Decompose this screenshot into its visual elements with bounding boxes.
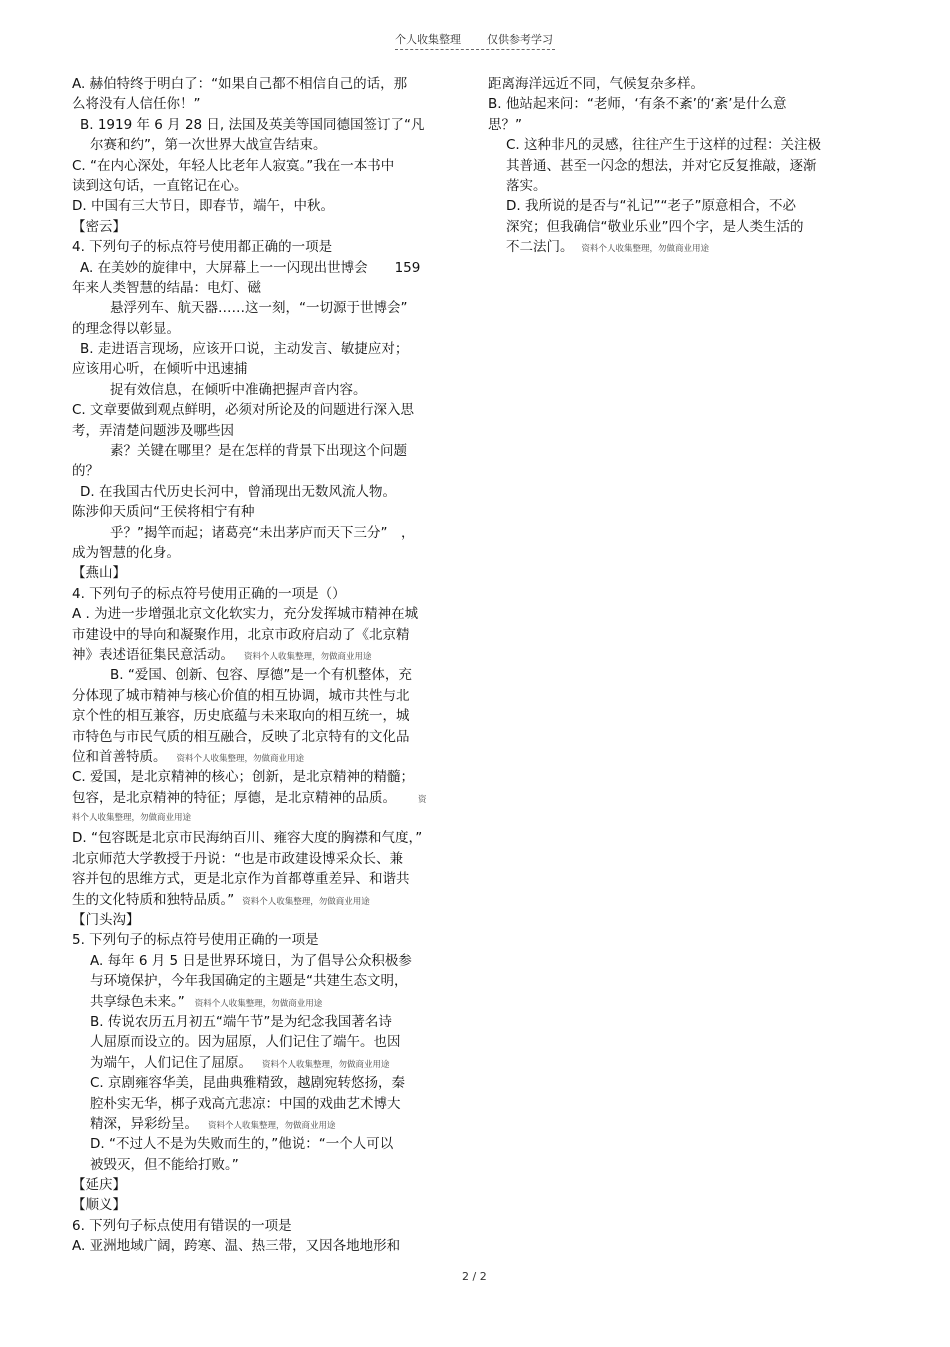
text-line: 素？关键在哪里？是在怎样的背景下出现这个问题 — [110, 443, 407, 460]
left-column — [72, 74, 460, 1257]
text-line: C. 这种非凡的灵感，往往产生于这样的过程：关注极 — [506, 137, 822, 154]
right-column — [488, 74, 880, 258]
header-right: 仅供参考学习 — [487, 33, 553, 46]
text-line: A. 每年 6 月 5 日是世界环境日，为了倡导公众积极参 — [90, 952, 412, 969]
text-line: 精深，异彩纷呈。 资料个人收集整理，勿做商业用途 — [90, 1115, 336, 1132]
text-line: 不二法门。 资料个人收集整理，勿做商业用途 — [506, 239, 710, 256]
page-header — [395, 31, 555, 50]
text-line: 京个性的相互兼容，历史底蕴与未来取向的相互统一，城 — [72, 708, 410, 725]
header-left: 个人收集整理 — [395, 33, 461, 46]
text-line: B. 他站起来问：“老师，‘有条不紊’的‘紊’是什么意 — [488, 96, 787, 113]
text-line: B. 1919 年 6 月 28 日, 法国及英美等国同德国签订了“凡 — [80, 116, 425, 133]
text-line: A. 在美妙的旋律中，大屏幕上一一闪现出世博会 159 — [80, 259, 421, 276]
text-line: 共享绿色未来。” 资料个人收集整理，勿做商业用途 — [90, 993, 323, 1010]
text-line: 腔朴实无华，梆子戏高亢悲凉：中国的戏曲艺术博大 — [90, 1095, 401, 1112]
text-line: B. 传说农历五月初五“端午节”是为纪念我国著名诗 — [90, 1013, 392, 1030]
section-label: 【顺义】 — [72, 1197, 126, 1214]
watermark-note: 资料个人收集整理，勿做商业用途 — [208, 1120, 336, 1131]
text-line: 其普通、甚至一闪念的想法，并对它反复推敲，逐渐 — [506, 157, 817, 174]
text-line: D. “包容既是北京市民海纳百川、雍容大度的胸襟和气度，” — [72, 830, 423, 847]
text-line: 容并包的思维方式，更是北京作为首都尊重差异、和谐共 — [72, 871, 410, 888]
text-line: 包容，是北京精神的特征；厚德，是北京精神的品质。 资 — [72, 789, 427, 806]
text-line: D. 在我国古代历史长河中，曾涌现出无数风流人物。 — [80, 483, 396, 500]
watermark-note: 资料个人收集整理，勿做商业用途 — [262, 1059, 390, 1070]
text-line: A . 为进一步增强北京文化软实力，充分发挥城市精神在城 — [72, 606, 419, 623]
section-label: 【密云】 — [72, 218, 126, 235]
text-line: 落实。 — [506, 177, 547, 194]
text-line: C. 爱国，是北京精神的核心；创新，是北京精神的精髓； — [72, 769, 415, 786]
text-line: C. “在内心深处，年轻人比老年人寂寞。”我在一本书中 — [72, 157, 395, 174]
text-line: 生的文化特质和独特品质。” 资料个人收集整理，勿做商业用途 — [72, 891, 370, 908]
text-line: A. 亚洲地域广阔，跨寒、温、热三带，又因各地地形和 — [72, 1238, 401, 1255]
section-label: 【燕山】 — [72, 565, 126, 582]
watermark-note: 资料个人收集整理，勿做商业用途 — [176, 753, 305, 764]
text-line: 年来人类智慧的结晶：电灯、磁 — [72, 279, 261, 296]
section-label: 【延庆】 — [72, 1177, 126, 1194]
text-line: 深究；但我确信“敬业乐业”四个字，是人类生活的 — [506, 218, 804, 235]
text-line: 人屈原而设立的。因为屈原，人们记住了端午。也因 — [90, 1034, 401, 1051]
watermark-note: 资料个人收集整理，勿做商业用途 — [581, 244, 710, 255]
question-title: 4. 下列句子的标点符号使用正确的一项是（） — [72, 585, 346, 602]
text-line: 距离海洋远近不同，气候复杂多样。 — [488, 76, 704, 92]
question-title: 6. 下列句子标点使用有错误的一项是 — [72, 1217, 292, 1234]
text-line: 思？” — [488, 116, 522, 133]
text-line: B. “爱国、创新、包容、厚德”是一个有机整体，充 — [110, 667, 412, 684]
text-line: 乎？”揭竿而起；诸葛亮“未出茅庐而天下三分” ， — [110, 524, 415, 541]
watermark-note: 资料个人收集整理，勿做商业用途 — [194, 998, 323, 1009]
text-line: 被毁灭，但不能给打败。” — [90, 1156, 239, 1173]
text-line: 与环境保护，今年我国确定的主题是“共建生态文明， — [90, 973, 408, 990]
text-line: C. 京剧雍容华美，昆曲典雅精致，越剧宛转悠扬，秦 — [90, 1075, 406, 1092]
text-line: 的？ — [72, 463, 99, 480]
text-line: 神》表述语征集民意活动。 资料个人收集整理，勿做商业用途 — [72, 646, 372, 663]
text-line: D. 中国有三大节日，即春节，端午，中秋。 — [72, 198, 334, 215]
text-line: 陈涉仰天质问“王侯将相宁有种 — [72, 504, 255, 521]
page-number: 2 / 2 — [462, 1270, 487, 1283]
text-line: 分体现了城市精神与核心价值的相互协调，城市共性与北 — [72, 687, 410, 704]
text-line: 考，弄清楚问题涉及哪些因 — [72, 422, 234, 439]
text-line: 悬浮列车、航天器……这一刻，“一切源于世博会” — [110, 300, 408, 317]
question-title: 5. 下列句子的标点符号使用正确的一项是 — [72, 932, 319, 949]
text-line: D. “不过人不是为失败而生的，”他说：“一个人可以 — [90, 1136, 394, 1153]
text-line: 么将没有人信任你！” — [72, 96, 201, 113]
text-line: A. 赫伯特终于明白了：“如果自己都不相信自己的话，那 — [72, 76, 408, 92]
text-line: 市建设中的导向和凝聚作用，北京市政府启动了《北京精 — [72, 626, 410, 643]
text-line: 捉有效信息，在倾听中准确把握声音内容。 — [110, 381, 367, 398]
text-line: 为端午，人们记住了屈原。 资料个人收集整理，勿做商业用途 — [90, 1054, 390, 1071]
text-line: 尔赛和约”，第一次世界大战宣告结束。 — [90, 137, 327, 154]
text-line: C. 文章要做到观点鲜明，必须对所论及的问题进行深入思 — [72, 402, 415, 419]
text-line: B. 走进语言现场，应该开口说，主动发言、敏捷应对； — [80, 341, 409, 358]
text-line: 读到这句话，一直铭记在心。 — [72, 177, 248, 194]
watermark-note: 资料个人收集整理，勿做商业用途 — [244, 651, 372, 662]
text-line: 北京师范大学教授于丹说：“也是市政建设博采众长、兼 — [72, 850, 403, 867]
section-label: 【门头沟】 — [72, 912, 140, 929]
watermark-note: 资料个人收集整理，勿做商业用途 — [242, 896, 370, 907]
text-line: 成为智慧的化身。 — [72, 544, 180, 561]
text-line: 应该用心听，在倾听中迅速捕 — [72, 361, 248, 378]
text-line: 位和首善特质。 资料个人收集整理，勿做商业用途 — [72, 748, 305, 765]
text-line: D. 我所说的是否与“礼记”“老子”原意相合，不必 — [506, 198, 796, 215]
watermark-note: 料个人收集整理，勿做商业用途 — [72, 813, 192, 824]
question-title: 4. 下列句子的标点符号使用都正确的一项是 — [72, 239, 333, 256]
text-line: 的理念得以彰显。 — [72, 320, 180, 337]
text-line: 市特色与市民气质的相互融合，反映了北京特有的文化品 — [72, 728, 410, 745]
